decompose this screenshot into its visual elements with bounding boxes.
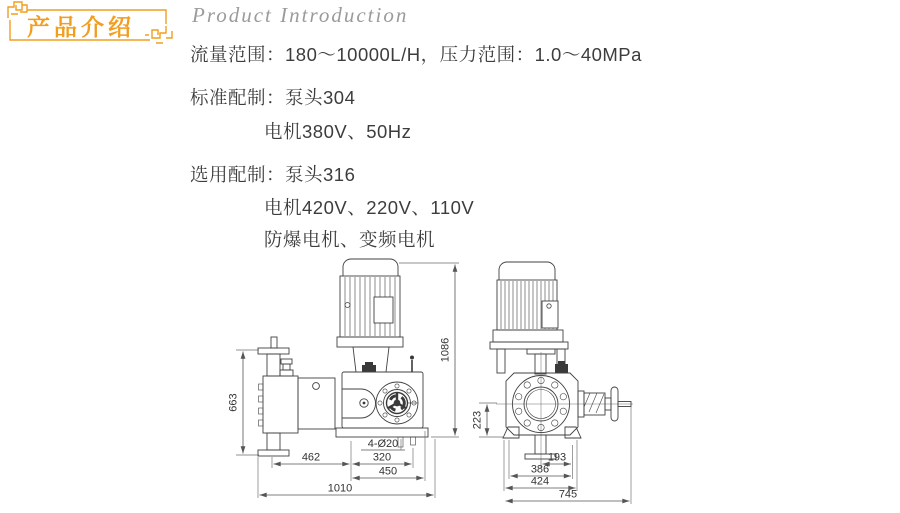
shaft-housing-hatch xyxy=(584,393,604,413)
housing-plug-center xyxy=(363,402,366,405)
motor-base-flange-right xyxy=(493,330,563,342)
motor-base-flange xyxy=(337,337,403,347)
spec-standard-config: 标准配制：泵头304 xyxy=(190,87,356,108)
discharge-pipe xyxy=(267,354,280,376)
left-pump-drawing xyxy=(258,259,428,456)
pump-head-body xyxy=(263,376,298,433)
motor-cap xyxy=(343,259,398,276)
base-hole-2 xyxy=(411,437,416,445)
dim-label-462: 462 xyxy=(301,451,321,464)
discharge-flange xyxy=(258,348,289,354)
pump-technical-drawings xyxy=(210,252,710,513)
motor-junction-box xyxy=(374,297,393,323)
gearbox-housing xyxy=(342,372,423,428)
page-title-en: Product Introduction xyxy=(192,3,409,27)
head-valve-fitting xyxy=(280,359,293,376)
motor-bolt xyxy=(345,303,350,308)
dim-label-1086: 1086 xyxy=(439,337,452,363)
bottom-pipe xyxy=(535,435,546,454)
motor-bolt-right xyxy=(547,304,551,308)
discharge-stub xyxy=(271,337,277,348)
bracket-column-left xyxy=(497,349,505,373)
suction-pipe xyxy=(267,433,280,450)
dim-label-193: 193 xyxy=(547,451,567,464)
spec-optional-motor2: 防爆电机、变频电机 xyxy=(264,229,436,250)
suction-flange xyxy=(258,450,289,456)
meander-ornament-top-left xyxy=(8,2,27,18)
spec-flow-pressure: 流量范围：180～10000L/H，压力范围：1.0～40MPa xyxy=(190,44,642,65)
adapter-plug xyxy=(313,383,320,390)
vent-cap xyxy=(555,364,568,373)
dim-label-424: 424 xyxy=(530,475,550,488)
spec-optional-motor: 电机420V、220V、110V xyxy=(264,197,475,218)
dim-label-745: 745 xyxy=(558,488,578,501)
base-hole-1 xyxy=(398,437,403,447)
dim-label-663: 663 xyxy=(227,393,240,412)
left-pump-dimensions xyxy=(228,263,460,498)
page-badge-title: 产品介绍 xyxy=(27,14,135,40)
oil-filler-cap-top xyxy=(365,362,373,365)
right-pump-dimensions xyxy=(472,403,632,504)
head-adapter xyxy=(298,378,335,429)
oil-filler-cap xyxy=(362,365,376,372)
dim-label-holes: 4-Ø20 xyxy=(367,438,399,450)
oil-dipstick-knob xyxy=(410,356,414,360)
dim-label-386: 386 xyxy=(530,463,550,476)
pump-head-ribs xyxy=(259,384,264,426)
spec-standard-motor: 电机380V、50Hz xyxy=(264,121,412,142)
housing-lobe xyxy=(342,389,376,418)
motor-cap-right xyxy=(499,262,555,280)
dim-label-1010: 1010 xyxy=(327,482,353,495)
dim-label-223: 223 xyxy=(471,410,484,430)
flywheel-hub xyxy=(394,400,401,407)
vent-cap-top xyxy=(558,361,565,364)
right-pump-drawing xyxy=(490,262,633,459)
dim-label-320: 320 xyxy=(372,451,392,464)
pump-base-plate xyxy=(336,428,428,437)
dim-label-450: 450 xyxy=(378,465,398,478)
top-pipe xyxy=(535,354,546,374)
mounting-bracket xyxy=(490,342,568,349)
spec-optional-config: 选用配制：泵头316 xyxy=(190,164,356,185)
